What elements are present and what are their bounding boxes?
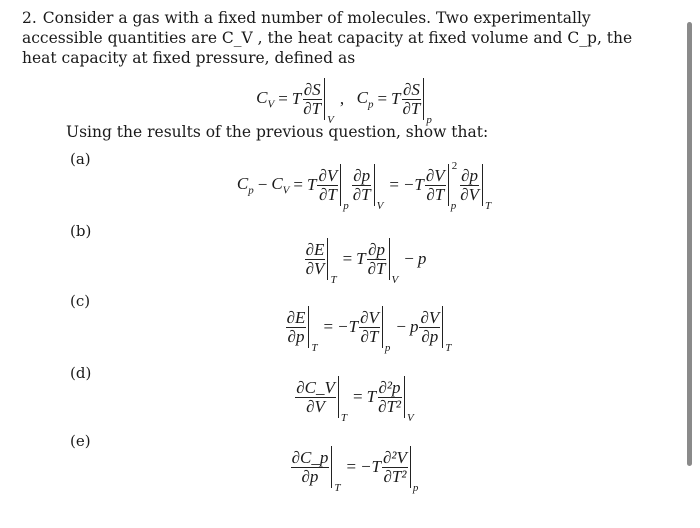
subscript: p — [248, 184, 254, 197]
symbol-text: −T — [360, 457, 381, 476]
symbol — [348, 88, 373, 110]
symbol-text: T — [291, 89, 302, 108]
partial-derivative — [359, 309, 380, 346]
operator: = — [353, 387, 363, 406]
held-constant: p — [343, 200, 349, 212]
symbol-text: C — [256, 87, 268, 107]
numerator: ∂C_V — [296, 377, 335, 397]
denominator: ∂V — [305, 258, 325, 278]
partial-derivative — [291, 449, 330, 486]
partial-derivative — [459, 167, 480, 204]
part-e-label: (e) — [70, 432, 91, 450]
numerator: ∂²V — [383, 447, 407, 467]
numerator: ∂S — [402, 79, 420, 99]
operator: − — [257, 175, 268, 194]
denominator: ∂T² — [383, 466, 407, 486]
symbol — [391, 89, 400, 109]
symbol — [418, 249, 427, 269]
equation-a — [20, 160, 700, 212]
held-constant: V — [376, 200, 384, 212]
symbol — [271, 174, 289, 196]
partial-derivative — [352, 167, 372, 204]
denominator: ∂T² — [378, 396, 402, 416]
symbol-text: −T — [337, 317, 359, 336]
partial-derivative — [377, 379, 402, 416]
denominator: ∂p — [287, 326, 305, 346]
numerator: ∂p — [368, 239, 386, 259]
evaluation-bar — [448, 160, 459, 212]
evaluation-bar — [389, 238, 401, 286]
held-constant: p — [384, 342, 391, 354]
operator: , — [339, 89, 345, 108]
equation-b — [20, 238, 700, 286]
exponent: 2 — [451, 160, 458, 172]
equation-c — [24, 306, 700, 354]
equation-definitions — [0, 78, 690, 126]
numerator: ∂E — [305, 239, 325, 259]
problem-number: 2. — [22, 9, 37, 27]
partial-derivative — [317, 167, 338, 204]
symbol — [360, 457, 381, 477]
scrollbar[interactable] — [687, 22, 692, 466]
held-constant: T — [484, 200, 492, 212]
numerator: ∂p — [461, 165, 479, 185]
partial-derivative — [305, 241, 326, 278]
subscript: V — [267, 98, 275, 111]
numerator: ∂V — [425, 165, 445, 185]
denominator: ∂p — [301, 466, 319, 486]
symbol — [403, 175, 424, 195]
held-constant: T — [445, 342, 452, 354]
numerator: ∂E — [286, 307, 306, 327]
symbol — [410, 317, 419, 337]
operator: − — [404, 249, 414, 268]
denominator: ∂T — [303, 98, 322, 118]
partial-derivative — [286, 309, 307, 346]
operator: = — [342, 249, 353, 268]
denominator: ∂T — [402, 98, 421, 118]
part-d-label: (d) — [70, 364, 92, 382]
symbol-text: −T — [402, 175, 424, 194]
numerator: ∂V — [420, 307, 440, 327]
symbol — [367, 387, 376, 407]
partial-derivative — [425, 167, 446, 204]
partial-derivative — [402, 81, 422, 118]
part-b-label: (b) — [70, 222, 92, 240]
evaluation-bar — [324, 78, 336, 126]
operator: = — [346, 457, 357, 476]
symbol-text: C — [271, 173, 283, 193]
evaluation-bar — [327, 238, 338, 286]
held-constant: V — [327, 114, 334, 126]
instruction-text: Using the results of the previous question, show that: — [66, 123, 489, 141]
evaluation-bar — [482, 164, 493, 212]
held-constant: p — [426, 114, 432, 126]
symbol — [256, 88, 274, 110]
symbol-text: C — [348, 87, 368, 107]
symbol-text: p — [409, 317, 419, 336]
problem-text: Consider a gas with a fixed number of molecules. Two experimentally accessible quantities are C_V , the heat capacity at fixed volume and C_p, the heat capacity at fixed pressure, defined as — [22, 9, 633, 67]
operator: = — [389, 175, 399, 194]
held-constant: p — [450, 200, 457, 212]
evaluation-bar — [442, 306, 453, 354]
denominator: ∂V — [460, 184, 479, 204]
operator: − — [396, 317, 406, 336]
symbol — [237, 174, 254, 196]
denominator: ∂T — [318, 184, 337, 204]
equation-d — [10, 376, 700, 424]
part-a-label: (a) — [70, 150, 91, 168]
numerator: ∂C_p — [291, 447, 329, 467]
numerator: ∂V — [318, 165, 338, 185]
numerator: ∂S — [303, 79, 321, 99]
evaluation-bar — [308, 306, 319, 354]
subscript: V — [282, 184, 290, 197]
symbol — [356, 249, 365, 269]
equation-e — [10, 446, 700, 494]
held-constant: T — [330, 274, 337, 286]
symbol-text: T — [356, 249, 366, 268]
symbol-text: T — [366, 387, 377, 406]
part-c-label: (c) — [70, 292, 91, 310]
evaluation-bar — [331, 446, 342, 494]
denominator: ∂T — [352, 184, 371, 204]
operator: = — [293, 175, 303, 194]
operator: = — [278, 89, 288, 108]
held-constant: V — [391, 274, 399, 286]
partial-derivative — [382, 449, 408, 486]
held-constant: T — [334, 482, 341, 494]
held-constant: V — [407, 412, 414, 424]
evaluation-bar — [374, 164, 386, 212]
denominator: ∂T — [426, 184, 445, 204]
problem-intro — [22, 8, 662, 68]
evaluation-bar — [340, 164, 351, 212]
operator: = — [377, 89, 388, 108]
evaluation-bar — [404, 376, 416, 424]
numerator: ∂²p — [378, 377, 401, 397]
partial-derivative — [367, 241, 387, 278]
symbol-text: T — [391, 89, 401, 108]
symbol — [292, 89, 301, 109]
partial-derivative — [419, 309, 440, 346]
denominator: ∂p — [421, 326, 439, 346]
symbol — [337, 317, 358, 337]
symbol-text: p — [417, 249, 427, 268]
numerator: ∂p — [353, 165, 371, 185]
held-constant: p — [412, 482, 419, 494]
evaluation-bar — [338, 376, 349, 424]
subscript: p — [367, 98, 374, 111]
partial-derivative — [302, 81, 322, 118]
operator: = — [323, 317, 334, 336]
denominator: ∂T — [360, 326, 379, 346]
symbol-text: T — [307, 175, 317, 194]
evaluation-bar — [382, 306, 393, 354]
denominator: ∂T — [367, 258, 386, 278]
held-constant: T — [340, 412, 347, 424]
held-constant: T — [311, 342, 318, 354]
denominator: ∂V — [306, 396, 325, 416]
evaluation-bar — [410, 446, 421, 494]
numerator: ∂V — [360, 307, 379, 327]
partial-derivative — [295, 379, 336, 416]
symbol-text: C — [236, 173, 249, 193]
evaluation-bar — [423, 78, 434, 126]
symbol — [307, 175, 316, 195]
